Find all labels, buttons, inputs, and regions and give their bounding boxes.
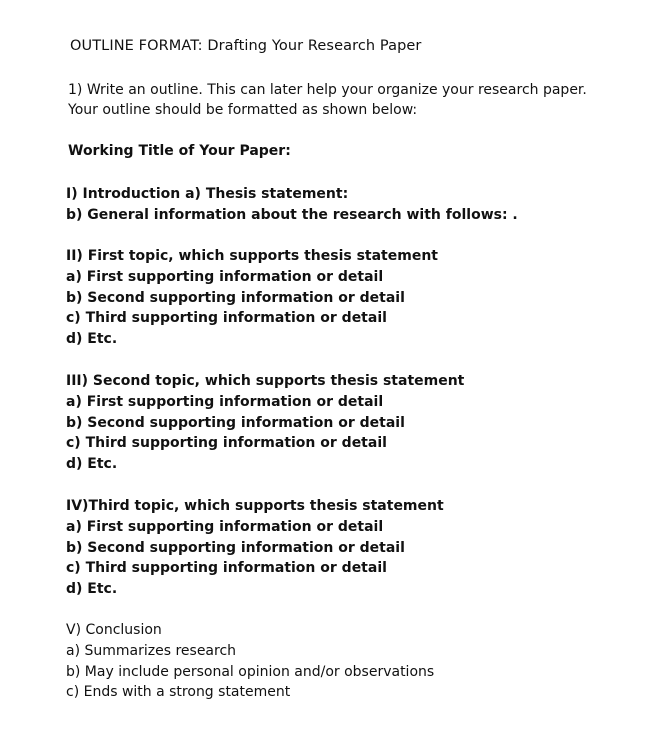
section-item: d) Etc. [66,581,118,598]
section-heading: I) Introduction a) Thesis statement: [66,186,349,202]
section-item: b) May include personal opinion and/or observations [66,663,435,680]
section-item: c) Third supporting information or detail [66,560,387,577]
section-item: b) Second supporting information or detail [66,414,405,431]
intro-line: 1) Write an outline. This can later help your organize your research paper. [68,82,587,98]
section-heading: III) Second topic, which supports thesis statement [66,373,465,389]
outline-section-second-topic [66,371,464,475]
intro-line: Your outline should be formatted as shown below: [68,102,418,118]
outline-section-introduction [66,184,518,226]
section-item: a) Summarizes research [66,642,237,659]
section-item: c) Ends with a strong statement [66,684,291,701]
section-item: d) Etc. [66,456,118,473]
outline-section-third-topic [66,496,444,600]
document-title: OUTLINE FORMAT: Drafting Your Research Paper [70,38,422,54]
working-title-label: Working Title of Your Paper: [68,143,291,159]
section-item: b) Second supporting information or detail [66,289,405,306]
section-heading: V) Conclusion [66,622,162,638]
section-item: c) Third supporting information or detail [66,310,387,327]
outline-section-conclusion [66,620,434,703]
section-item: a) First supporting information or detail [66,268,384,285]
section-item: d) Etc. [66,331,118,348]
section-item: b) General information about the research with follows: . [66,206,518,223]
outline-section-first-topic [66,246,438,350]
section-item: a) First supporting information or detail [66,393,384,410]
section-item: a) First supporting information or detail [66,518,384,535]
intro-paragraph [68,80,587,120]
section-item: b) Second supporting information or detail [66,539,405,556]
section-heading: IV)Third topic, which supports thesis statement [66,498,444,514]
section-item: c) Third supporting information or detail [66,435,387,452]
section-heading: II) First topic, which supports thesis statement [66,248,438,264]
